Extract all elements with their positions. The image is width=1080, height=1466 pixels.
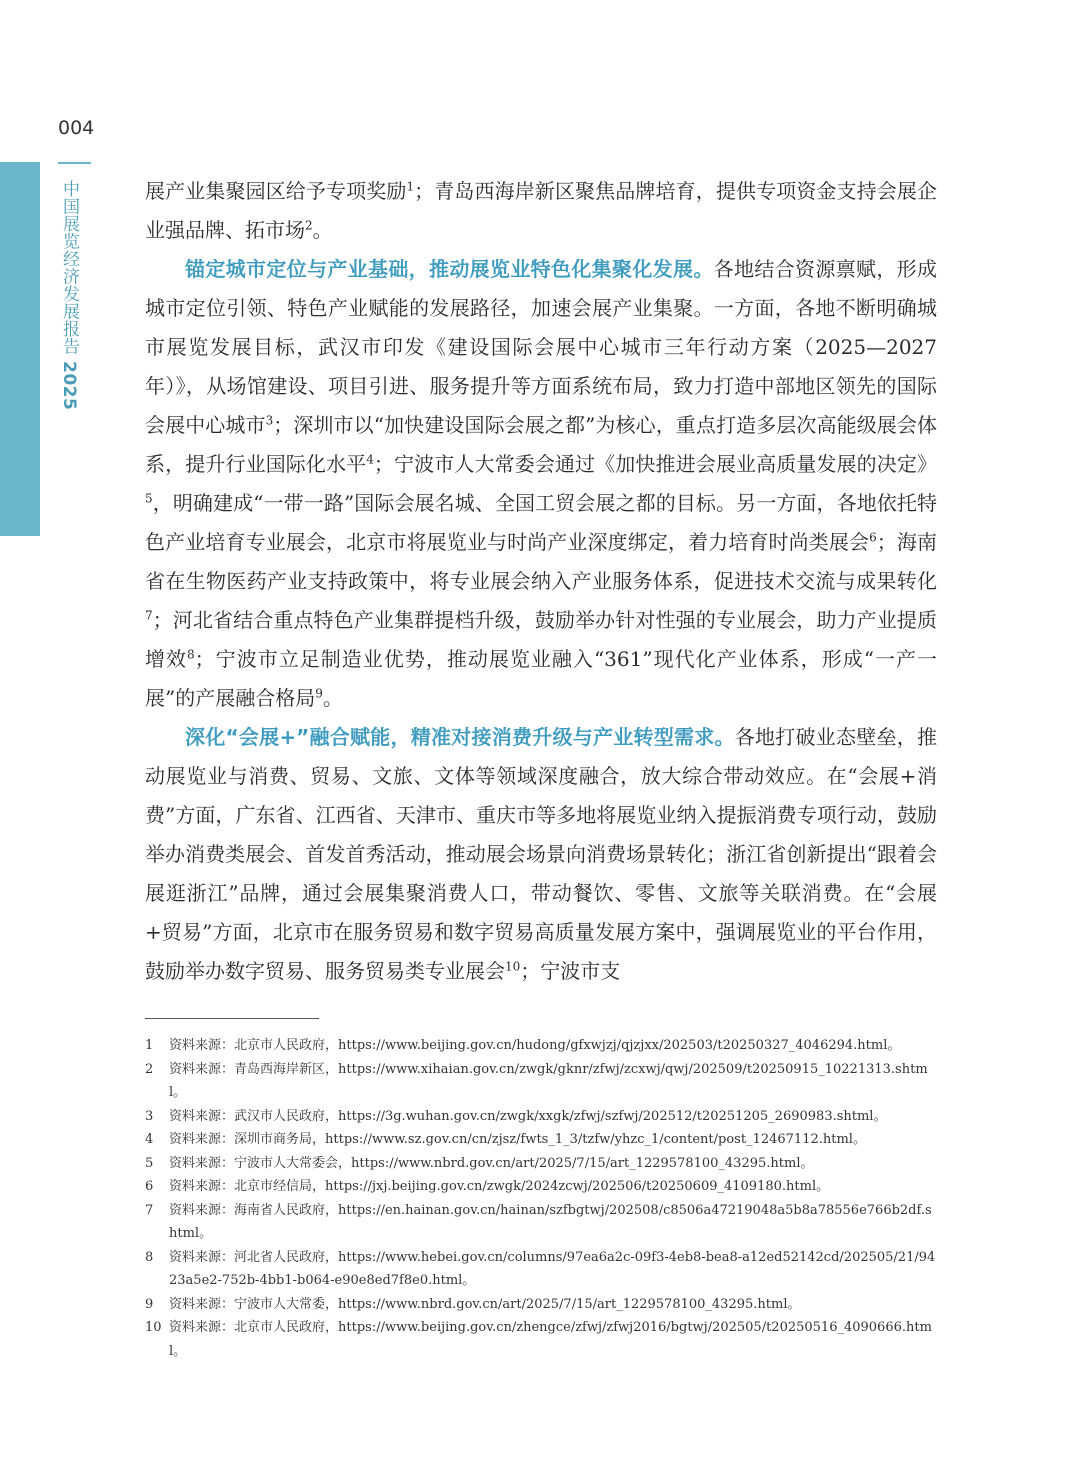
footnote-ref: 10 — [505, 959, 521, 974]
text-run: ；宁波市支 — [520, 959, 621, 983]
text-run: ，明确建成“一带一路”国际会展名城、全国工贸会展之都的目标。另一方面，各地依托特色产业培育专业展会，北京市将展览业与时尚产业深度绑定，着力培育时尚类展会 — [145, 491, 937, 554]
footnote-text: 资料来源：宁波市人大常委，https://www.nbrd.gov.cn/art/2025/7/15/art_1229578100_43295.html。 — [169, 1296, 801, 1312]
footnote-ref: 7 — [145, 608, 153, 623]
footnote-item — [145, 1316, 937, 1363]
footnote-text: 资料来源：北京市人民政府，https://www.beijing.gov.cn/zhengce/zfwj/zfwj2016/bgtwj/202505/t20250516_4090666.html。 — [169, 1320, 932, 1359]
paragraph-1 — [145, 172, 937, 250]
footnote-ref: 1 — [406, 179, 415, 194]
footnote-text: 资料来源：武汉市人民政府，https://3g.wuhan.gov.cn/zwgk/xxgk/zfwj/szfwj/202512/t20251205_2690983.shtml。 — [169, 1108, 887, 1124]
footnotes — [145, 1034, 937, 1363]
footnote-rule — [145, 1018, 319, 1019]
running-title — [60, 180, 82, 410]
footnote-ref: 3 — [265, 413, 274, 428]
text-run: ；海南省在生物医药产业支持政策中，将专业展会纳入产业服务体系，促进技术交流与成果转化 — [145, 530, 938, 593]
footnote-text: 资料来源：北京市经信局，https://jxj.beijing.gov.cn/zwgk/2024zcwj/202506/t20250609_4109180.html。 — [169, 1179, 830, 1194]
footnote-text: 资料来源：海南省人民政府，https://en.hainan.gov.cn/hainan/szfbgtwj/202508/c8506a47219048a5b8a78556e766b2df.shtml。 — [169, 1202, 932, 1241]
text-run: ；宁波市人大常委会通过《加快推进会展业高质量发展的决定》 — [373, 452, 938, 476]
paragraph-2 — [145, 250, 937, 718]
footnote-item — [145, 1128, 937, 1152]
footnote-text: 资料来源：宁波市人大常委会，https://www.nbrd.gov.cn/art/2025/7/15/art_1229578100_43295.html。 — [169, 1155, 814, 1171]
footnote-item — [145, 1246, 937, 1293]
footnote-item — [145, 1034, 937, 1058]
footnote-text: 资料来源：北京市人民政府，https://www.beijing.gov.cn/hudong/gfxwjzj/qjzjxx/202503/t20250327_4046294.html。 — [169, 1038, 901, 1053]
footnote-item — [145, 1293, 937, 1317]
footnote-ref: 9 — [315, 686, 323, 701]
footnote-text: 资料来源：青岛西海岸新区，https://www.xihaian.gov.cn/zwgk/gknr/zfwj/zcxwj/qwj/202509/t20250915_10221313.shtml。 — [169, 1061, 928, 1100]
running-title-text: 中国展览经济发展报告 — [59, 180, 79, 355]
text-run: 展产业集聚园区给予专项奖励 — [145, 179, 407, 203]
footnote-ref: 6 — [869, 530, 877, 545]
footnote-item — [145, 1175, 937, 1199]
text-run: ；深圳市以“加快建设国际会展之都”为核心，重点打造多层次高能级展会体系，提升行业国际化水平 — [145, 413, 938, 476]
page-number: 004 — [58, 117, 95, 139]
text-run: ；宁波市立足制造业优势，推动展览业融入“361”现代化产业体系，形成“一产一展”的产展融合格局 — [145, 647, 937, 710]
footnote-number: 7 — [145, 1202, 154, 1218]
side-color-tab — [0, 162, 40, 536]
footnote-number: 9 — [145, 1296, 154, 1312]
footnote-number: 1 — [145, 1038, 154, 1053]
footnote-item — [145, 1152, 937, 1176]
footnote-text: 资料来源：河北省人民政府，https://www.hebei.gov.cn/columns/97ea6a2c-09f3-4eb8-bea8-a12ed52142cd/202505/21/9423a5e2-752b-4bb1-b064-e90e8ed7f8e0.html。 — [169, 1249, 936, 1288]
footnote-ref: 4 — [366, 452, 374, 467]
footnote-number: 4 — [145, 1132, 154, 1147]
paragraph-heading: 锚定城市定位与产业基础，推动展览业特色化集聚化发展。 — [185, 257, 714, 281]
main-text — [145, 172, 937, 991]
running-title-year: 2025 — [59, 361, 79, 411]
footnote-number: 2 — [145, 1061, 154, 1077]
footnote-ref: 5 — [145, 491, 153, 506]
footnote-number: 10 — [145, 1320, 162, 1335]
text-run: 各地打破业态壁垒，推动展览业与消费、贸易、文旅、文体等领域深度融合，放大综合带动效应。在“会展+消费”方面，广东省、江西省、天津市、重庆市等多地将展览业纳入提振消费专项行动，鼓励举办消费类展会、首发首秀活动，推动展会场景向消费场景转化；浙江省创新提出“跟着会展逛浙江”品牌，通过会展集聚消费人口，带动餐饮、零售、文旅等关联消费。在“会展+贸易”方面，北京市在服务贸易和数字贸易高质量发展方案中，强调展览业的平台作用，鼓励举办数字贸易、服务贸易类专业展会 — [145, 725, 938, 983]
text-run: ；河北省结合重点特色产业集群提档升级，鼓励举办针对性强的专业展会，助力产业提质增效 — [145, 608, 937, 671]
footnote-item — [145, 1199, 937, 1246]
footnote-number: 5 — [145, 1155, 154, 1171]
text-run: 。 — [312, 218, 333, 242]
footnote-ref: 8 — [187, 647, 195, 662]
paragraph-heading: 深化“会展+”融合赋能，精准对接消费升级与产业转型需求。 — [185, 725, 735, 749]
side-rule — [58, 162, 91, 164]
text-run: 各地结合资源禀赋，形成城市定位引领、特色产业赋能的发展路径，加速会展产业集聚。一方面，各地不断明确城市展览发展目标，武汉市印发《建设国际会展中心城市三年行动方案（2025—2027年）》，从场馆建设、项目引进、服务提升等方面系统布局，致力打造中部地区领先的国际会展中心城市 — [145, 257, 938, 437]
footnote-text: 资料来源：深圳市商务局，https://www.sz.gov.cn/cn/zjsz/fwts_1_3/tzfw/yhzc_1/content/post_12467112.html。 — [169, 1132, 866, 1147]
text-run: 。 — [322, 686, 343, 710]
footnote-item — [145, 1058, 937, 1105]
footnote-number: 3 — [145, 1108, 154, 1124]
text-run: ；青岛西海岸新区聚焦品牌培育，提供专项资金支持会展企业强品牌、拓市场 — [145, 179, 938, 242]
paragraph-3 — [145, 718, 937, 991]
footnote-item — [145, 1105, 937, 1129]
footnote-number: 6 — [145, 1179, 154, 1194]
footnote-ref: 2 — [305, 218, 313, 233]
footnote-number: 8 — [145, 1249, 154, 1265]
